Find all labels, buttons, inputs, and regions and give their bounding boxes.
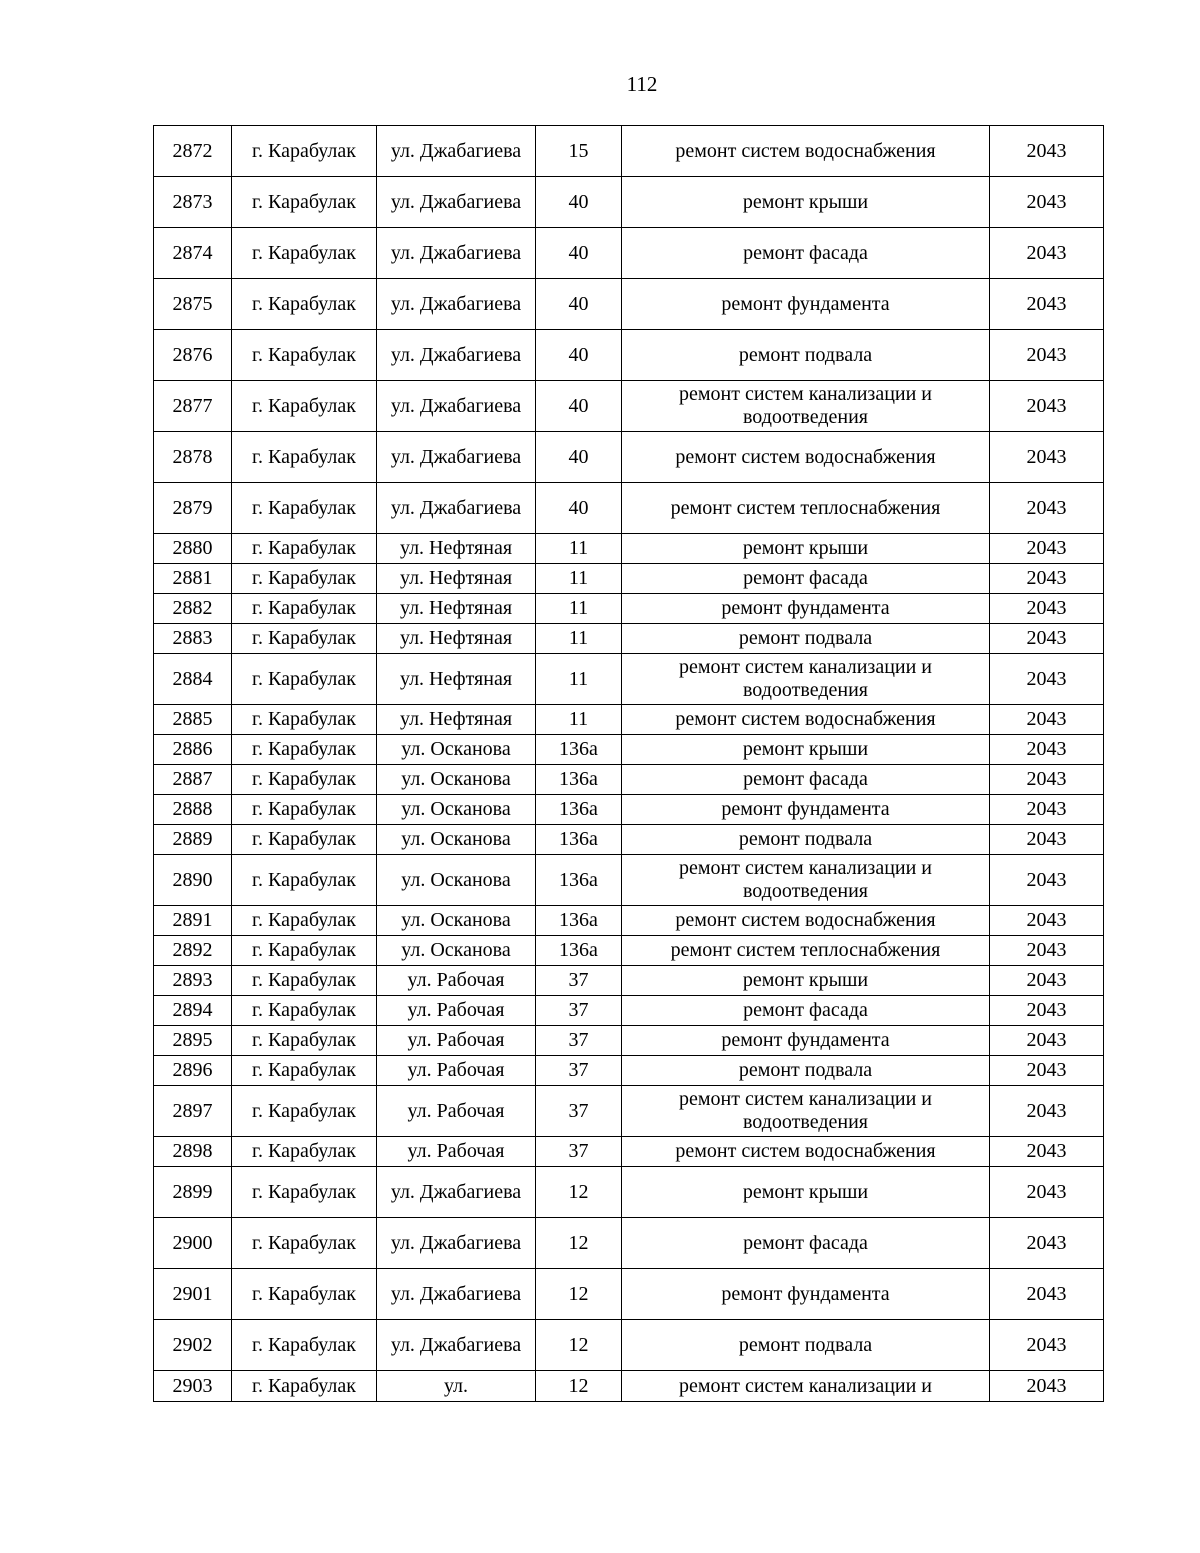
row-number-cell: 2902 <box>154 1320 232 1371</box>
row-number-cell: 2895 <box>154 1026 232 1056</box>
year-cell: 2043 <box>990 177 1104 228</box>
year-cell: 2043 <box>990 654 1104 705</box>
table-row <box>154 594 1104 624</box>
house-number-cell: 12 <box>536 1167 622 1218</box>
row-number-cell: 2893 <box>154 966 232 996</box>
year-cell: 2043 <box>990 825 1104 855</box>
row-number-cell: 2872 <box>154 126 232 177</box>
table-row <box>154 126 1104 177</box>
work-type-cell: ремонт фундамента <box>622 279 990 330</box>
house-number-cell: 136а <box>536 735 622 765</box>
city-cell: г. Карабулак <box>232 1167 377 1218</box>
street-cell: ул. Джабагиева <box>377 1218 536 1269</box>
house-number-cell: 136а <box>536 765 622 795</box>
year-cell: 2043 <box>990 855 1104 906</box>
year-cell: 2043 <box>990 228 1104 279</box>
work-type-cell: ремонт крыши <box>622 534 990 564</box>
year-cell: 2043 <box>990 795 1104 825</box>
table-row <box>154 330 1104 381</box>
street-cell: ул. Джабагиева <box>377 1167 536 1218</box>
house-number-cell: 12 <box>536 1320 622 1371</box>
year-cell: 2043 <box>990 966 1104 996</box>
table-body <box>154 126 1104 1402</box>
table-row <box>154 825 1104 855</box>
table-row <box>154 906 1104 936</box>
street-cell: ул. <box>377 1371 536 1402</box>
house-number-cell: 40 <box>536 483 622 534</box>
row-number-cell: 2886 <box>154 735 232 765</box>
city-cell: г. Карабулак <box>232 1056 377 1086</box>
work-type-cell: ремонт систем канализации и водоотведения <box>622 1086 990 1137</box>
table-row <box>154 765 1104 795</box>
work-type-cell: ремонт систем канализации и водоотведения <box>622 855 990 906</box>
year-cell: 2043 <box>990 1056 1104 1086</box>
street-cell: ул. Рабочая <box>377 1026 536 1056</box>
work-type-cell: ремонт систем канализации и водоотведения <box>622 654 990 705</box>
street-cell: ул. Джабагиева <box>377 330 536 381</box>
year-cell: 2043 <box>990 1026 1104 1056</box>
work-type-cell: ремонт крыши <box>622 1167 990 1218</box>
street-cell: ул. Рабочая <box>377 1086 536 1137</box>
city-cell: г. Карабулак <box>232 1086 377 1137</box>
street-cell: ул. Нефтяная <box>377 534 536 564</box>
work-type-cell: ремонт крыши <box>622 735 990 765</box>
year-cell: 2043 <box>990 624 1104 654</box>
street-cell: ул. Осканова <box>377 855 536 906</box>
table-row <box>154 654 1104 705</box>
table-row <box>154 564 1104 594</box>
street-cell: ул. Осканова <box>377 735 536 765</box>
table-row <box>154 534 1104 564</box>
house-number-cell: 40 <box>536 228 622 279</box>
city-cell: г. Карабулак <box>232 855 377 906</box>
work-type-cell: ремонт систем канализации и водоотведения <box>622 381 990 432</box>
work-type-cell: ремонт систем теплоснабжения <box>622 936 990 966</box>
city-cell: г. Карабулак <box>232 1320 377 1371</box>
repair-schedule-table <box>153 125 1104 1402</box>
row-number-cell: 2894 <box>154 996 232 1026</box>
street-cell: ул. Нефтяная <box>377 624 536 654</box>
city-cell: г. Карабулак <box>232 906 377 936</box>
work-type-cell: ремонт систем водоснабжения <box>622 906 990 936</box>
street-cell: ул. Джабагиева <box>377 483 536 534</box>
row-number-cell: 2876 <box>154 330 232 381</box>
street-cell: ул. Джабагиева <box>377 177 536 228</box>
year-cell: 2043 <box>990 483 1104 534</box>
street-cell: ул. Джабагиева <box>377 432 536 483</box>
house-number-cell: 12 <box>536 1269 622 1320</box>
street-cell: ул. Нефтяная <box>377 564 536 594</box>
work-type-cell: ремонт систем теплоснабжения <box>622 483 990 534</box>
row-number-cell: 2903 <box>154 1371 232 1402</box>
work-type-cell: ремонт систем водоснабжения <box>622 1137 990 1167</box>
row-number-cell: 2879 <box>154 483 232 534</box>
row-number-cell: 2890 <box>154 855 232 906</box>
street-cell: ул. Джабагиева <box>377 1320 536 1371</box>
row-number-cell: 2884 <box>154 654 232 705</box>
row-number-cell: 2896 <box>154 1056 232 1086</box>
city-cell: г. Карабулак <box>232 765 377 795</box>
city-cell: г. Карабулак <box>232 825 377 855</box>
city-cell: г. Карабулак <box>232 624 377 654</box>
city-cell: г. Карабулак <box>232 966 377 996</box>
city-cell: г. Карабулак <box>232 177 377 228</box>
city-cell: г. Карабулак <box>232 330 377 381</box>
table-row <box>154 483 1104 534</box>
house-number-cell: 37 <box>536 1086 622 1137</box>
table-row <box>154 1269 1104 1320</box>
year-cell: 2043 <box>990 1167 1104 1218</box>
work-type-cell: ремонт систем водоснабжения <box>622 432 990 483</box>
house-number-cell: 11 <box>536 654 622 705</box>
year-cell: 2043 <box>990 534 1104 564</box>
city-cell: г. Карабулак <box>232 594 377 624</box>
row-number-cell: 2897 <box>154 1086 232 1137</box>
table-row <box>154 936 1104 966</box>
house-number-cell: 40 <box>536 381 622 432</box>
city-cell: г. Карабулак <box>232 1371 377 1402</box>
work-type-cell: ремонт фундамента <box>622 795 990 825</box>
street-cell: ул. Нефтяная <box>377 705 536 735</box>
city-cell: г. Карабулак <box>232 1137 377 1167</box>
year-cell: 2043 <box>990 1371 1104 1402</box>
house-number-cell: 40 <box>536 279 622 330</box>
table-row <box>154 177 1104 228</box>
street-cell: ул. Джабагиева <box>377 228 536 279</box>
year-cell: 2043 <box>990 1269 1104 1320</box>
row-number-cell: 2900 <box>154 1218 232 1269</box>
work-type-cell: ремонт фасада <box>622 228 990 279</box>
house-number-cell: 11 <box>536 534 622 564</box>
street-cell: ул. Рабочая <box>377 1056 536 1086</box>
work-type-cell: ремонт подвала <box>622 1320 990 1371</box>
year-cell: 2043 <box>990 594 1104 624</box>
house-number-cell: 136а <box>536 906 622 936</box>
year-cell: 2043 <box>990 1086 1104 1137</box>
row-number-cell: 2901 <box>154 1269 232 1320</box>
table-row <box>154 432 1104 483</box>
row-number-cell: 2874 <box>154 228 232 279</box>
row-number-cell: 2891 <box>154 906 232 936</box>
row-number-cell: 2899 <box>154 1167 232 1218</box>
table-row <box>154 996 1104 1026</box>
row-number-cell: 2877 <box>154 381 232 432</box>
street-cell: ул. Нефтяная <box>377 594 536 624</box>
row-number-cell: 2873 <box>154 177 232 228</box>
street-cell: ул. Нефтяная <box>377 654 536 705</box>
table-row <box>154 1137 1104 1167</box>
table-row <box>154 1056 1104 1086</box>
work-type-cell: ремонт крыши <box>622 966 990 996</box>
year-cell: 2043 <box>990 330 1104 381</box>
work-type-cell: ремонт подвала <box>622 825 990 855</box>
year-cell: 2043 <box>990 1218 1104 1269</box>
work-type-cell: ремонт фундамента <box>622 1026 990 1056</box>
row-number-cell: 2889 <box>154 825 232 855</box>
table-row <box>154 1371 1104 1402</box>
row-number-cell: 2892 <box>154 936 232 966</box>
city-cell: г. Карабулак <box>232 705 377 735</box>
city-cell: г. Карабулак <box>232 564 377 594</box>
street-cell: ул. Рабочая <box>377 996 536 1026</box>
city-cell: г. Карабулак <box>232 228 377 279</box>
year-cell: 2043 <box>990 1137 1104 1167</box>
work-type-cell: ремонт систем канализации и <box>622 1371 990 1402</box>
table-row <box>154 855 1104 906</box>
row-number-cell: 2875 <box>154 279 232 330</box>
work-type-cell: ремонт фасада <box>622 996 990 1026</box>
house-number-cell: 136а <box>536 855 622 906</box>
row-number-cell: 2883 <box>154 624 232 654</box>
row-number-cell: 2888 <box>154 795 232 825</box>
house-number-cell: 12 <box>536 1371 622 1402</box>
house-number-cell: 11 <box>536 705 622 735</box>
year-cell: 2043 <box>990 735 1104 765</box>
row-number-cell: 2898 <box>154 1137 232 1167</box>
house-number-cell: 11 <box>536 564 622 594</box>
house-number-cell: 37 <box>536 1137 622 1167</box>
row-number-cell: 2887 <box>154 765 232 795</box>
table-row <box>154 735 1104 765</box>
house-number-cell: 37 <box>536 996 622 1026</box>
house-number-cell: 40 <box>536 330 622 381</box>
house-number-cell: 37 <box>536 1056 622 1086</box>
work-type-cell: ремонт фундамента <box>622 594 990 624</box>
work-type-cell: ремонт подвала <box>622 624 990 654</box>
house-number-cell: 136а <box>536 825 622 855</box>
work-type-cell: ремонт фундамента <box>622 1269 990 1320</box>
city-cell: г. Карабулак <box>232 279 377 330</box>
street-cell: ул. Осканова <box>377 906 536 936</box>
table-row <box>154 795 1104 825</box>
street-cell: ул. Джабагиева <box>377 279 536 330</box>
street-cell: ул. Джабагиева <box>377 126 536 177</box>
table-row <box>154 1320 1104 1371</box>
street-cell: ул. Осканова <box>377 795 536 825</box>
row-number-cell: 2878 <box>154 432 232 483</box>
table-row <box>154 624 1104 654</box>
work-type-cell: ремонт фасада <box>622 564 990 594</box>
year-cell: 2043 <box>990 906 1104 936</box>
city-cell: г. Карабулак <box>232 654 377 705</box>
table-row <box>154 705 1104 735</box>
page-number: 112 <box>626 72 658 96</box>
house-number-cell: 37 <box>536 966 622 996</box>
city-cell: г. Карабулак <box>232 996 377 1026</box>
street-cell: ул. Рабочая <box>377 966 536 996</box>
street-cell: ул. Рабочая <box>377 1137 536 1167</box>
city-cell: г. Карабулак <box>232 126 377 177</box>
house-number-cell: 15 <box>536 126 622 177</box>
house-number-cell: 136а <box>536 795 622 825</box>
house-number-cell: 40 <box>536 432 622 483</box>
year-cell: 2043 <box>990 996 1104 1026</box>
street-cell: ул. Осканова <box>377 765 536 795</box>
street-cell: ул. Джабагиева <box>377 381 536 432</box>
table-row <box>154 1218 1104 1269</box>
table-row <box>154 381 1104 432</box>
street-cell: ул. Осканова <box>377 936 536 966</box>
year-cell: 2043 <box>990 705 1104 735</box>
row-number-cell: 2881 <box>154 564 232 594</box>
table-row <box>154 279 1104 330</box>
city-cell: г. Карабулак <box>232 735 377 765</box>
year-cell: 2043 <box>990 936 1104 966</box>
work-type-cell: ремонт подвала <box>622 330 990 381</box>
table-row <box>154 1026 1104 1056</box>
house-number-cell: 11 <box>536 594 622 624</box>
city-cell: г. Карабулак <box>232 483 377 534</box>
row-number-cell: 2882 <box>154 594 232 624</box>
house-number-cell: 37 <box>536 1026 622 1056</box>
year-cell: 2043 <box>990 765 1104 795</box>
city-cell: г. Карабулак <box>232 1269 377 1320</box>
street-cell: ул. Джабагиева <box>377 1269 536 1320</box>
city-cell: г. Карабулак <box>232 432 377 483</box>
city-cell: г. Карабулак <box>232 1218 377 1269</box>
house-number-cell: 40 <box>536 177 622 228</box>
work-type-cell: ремонт систем водоснабжения <box>622 126 990 177</box>
table-row <box>154 966 1104 996</box>
work-type-cell: ремонт подвала <box>622 1056 990 1086</box>
city-cell: г. Карабулак <box>232 381 377 432</box>
city-cell: г. Карабулак <box>232 795 377 825</box>
table-row <box>154 1086 1104 1137</box>
row-number-cell: 2885 <box>154 705 232 735</box>
year-cell: 2043 <box>990 1320 1104 1371</box>
street-cell: ул. Осканова <box>377 825 536 855</box>
year-cell: 2043 <box>990 126 1104 177</box>
work-type-cell: ремонт фасада <box>622 1218 990 1269</box>
year-cell: 2043 <box>990 564 1104 594</box>
city-cell: г. Карабулак <box>232 534 377 564</box>
row-number-cell: 2880 <box>154 534 232 564</box>
table-row <box>154 1167 1104 1218</box>
house-number-cell: 136а <box>536 936 622 966</box>
house-number-cell: 11 <box>536 624 622 654</box>
work-type-cell: ремонт систем водоснабжения <box>622 705 990 735</box>
city-cell: г. Карабулак <box>232 936 377 966</box>
year-cell: 2043 <box>990 432 1104 483</box>
year-cell: 2043 <box>990 381 1104 432</box>
city-cell: г. Карабулак <box>232 1026 377 1056</box>
work-type-cell: ремонт крыши <box>622 177 990 228</box>
year-cell: 2043 <box>990 279 1104 330</box>
work-type-cell: ремонт фасада <box>622 765 990 795</box>
house-number-cell: 12 <box>536 1218 622 1269</box>
table-row <box>154 228 1104 279</box>
